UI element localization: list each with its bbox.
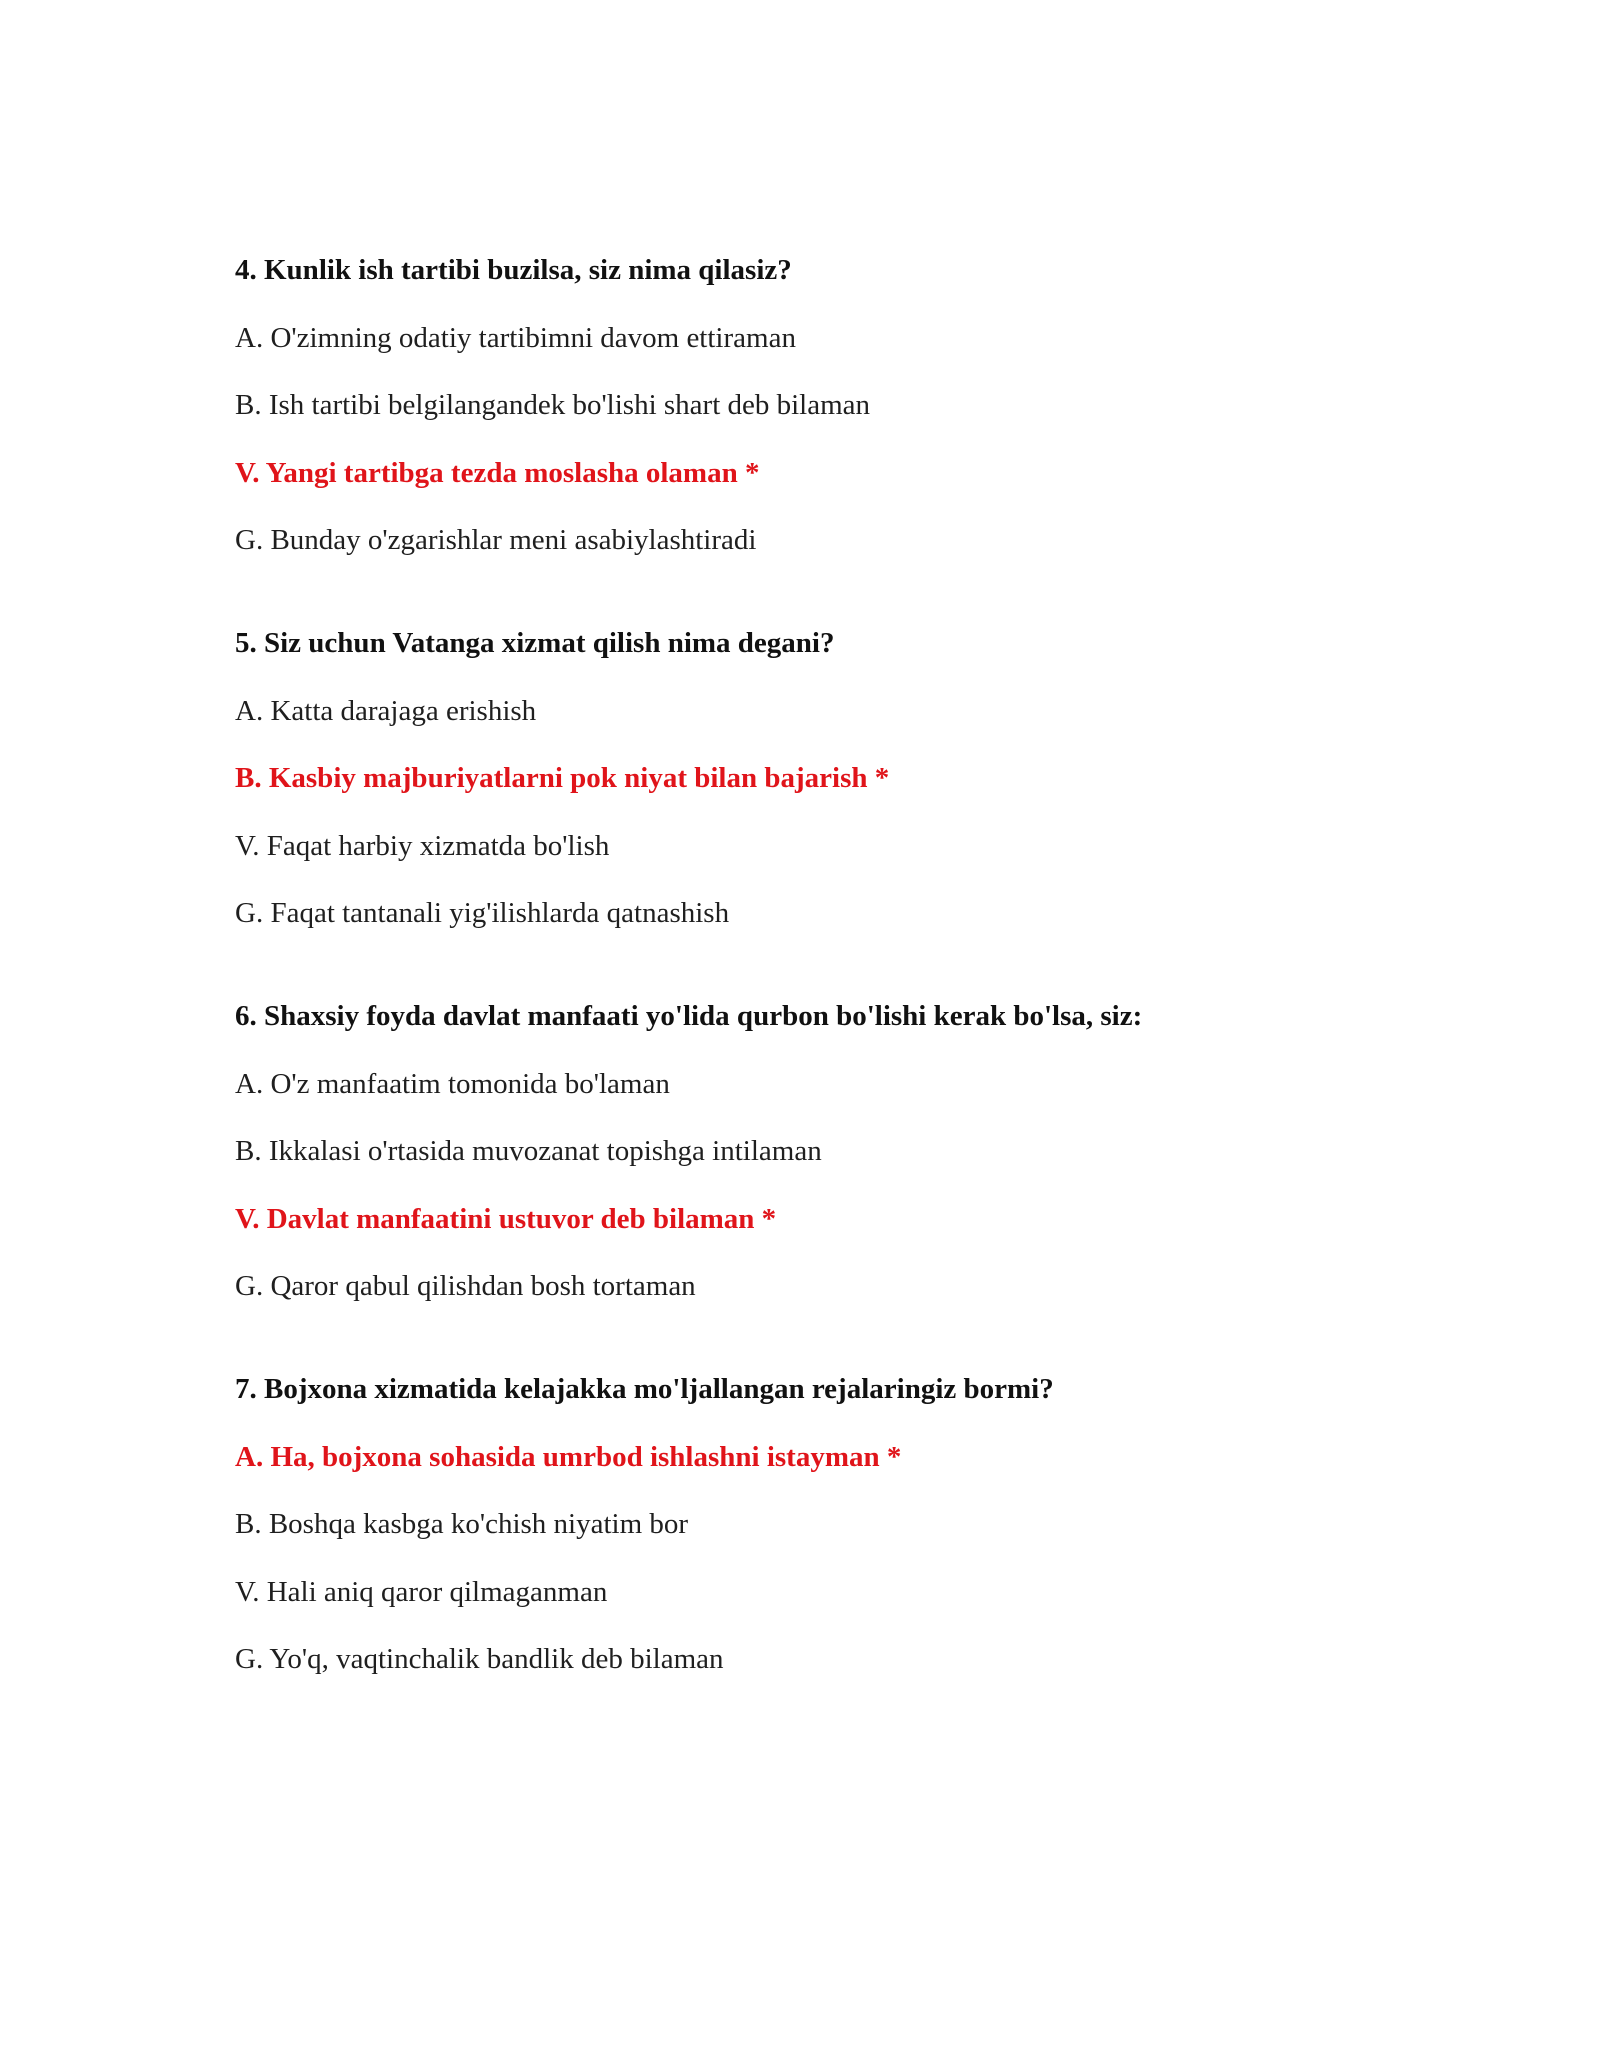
question-block-5 bbox=[235, 625, 1435, 931]
answer-option: V. Hali aniq qaror qilmaganman bbox=[235, 1575, 608, 1608]
correct-answer-option: V. Yangi tartibga tezda moslasha olaman * bbox=[235, 456, 760, 489]
question-block-7 bbox=[235, 1371, 1435, 1677]
answer-option: B. Ish tartibi belgilangandek bo'lishi shart deb bilaman bbox=[235, 389, 871, 421]
answer-option: B. Boshqa kasbga ko'chish niyatim bor bbox=[235, 1508, 689, 1540]
correct-answer-option: A. Ha, bojxona sohasida umrbod ishlashni istayman * bbox=[235, 1440, 902, 1473]
answer-option: G. Yo'q, vaqtinchalik bandlik deb bilaman bbox=[235, 1643, 724, 1675]
question-title: 6. Shaxsiy foyda davlat manfaati yo'lida qurbon bo'lishi kerak bo'lsa, siz: bbox=[235, 1000, 1143, 1032]
answer-option: G. Qaror qabul qilishdan bosh tortaman bbox=[235, 1270, 696, 1302]
question-title: 5. Siz uchun Vatanga xizmat qilish nima degani? bbox=[235, 627, 835, 659]
answer-option: A. O'z manfaatim tomonida bo'laman bbox=[235, 1067, 670, 1100]
question-title: 7. Bojxona xizmatida kelajakka mo'ljallangan rejalaringiz bormi? bbox=[235, 1373, 1054, 1405]
answer-option: B. Ikkalasi o'rtasida muvozanat topishga intilaman bbox=[235, 1135, 822, 1167]
quiz-content bbox=[235, 252, 1435, 1744]
question-title: 4. Kunlik ish tartibi buzilsa, siz nima qilasiz? bbox=[235, 254, 792, 286]
question-block-4 bbox=[235, 252, 1435, 558]
answer-option: G. Faqat tantanali yig'ilishlarda qatnashish bbox=[235, 897, 730, 929]
answer-option: G. Bunday o'zgarishlar meni asabiylashtiradi bbox=[235, 524, 757, 556]
question-block-6 bbox=[235, 998, 1435, 1304]
answer-option: A. O'zimning odatiy tartibimni davom ettiraman bbox=[235, 321, 796, 354]
correct-answer-option: V. Davlat manfaatini ustuvor deb bilaman * bbox=[235, 1202, 777, 1235]
answer-option: A. Katta darajaga erishish bbox=[235, 694, 537, 727]
answer-option: V. Faqat harbiy xizmatda bo'lish bbox=[235, 829, 610, 862]
correct-answer-option: B. Kasbiy majburiyatlarni pok niyat bilan bajarish * bbox=[235, 762, 890, 794]
